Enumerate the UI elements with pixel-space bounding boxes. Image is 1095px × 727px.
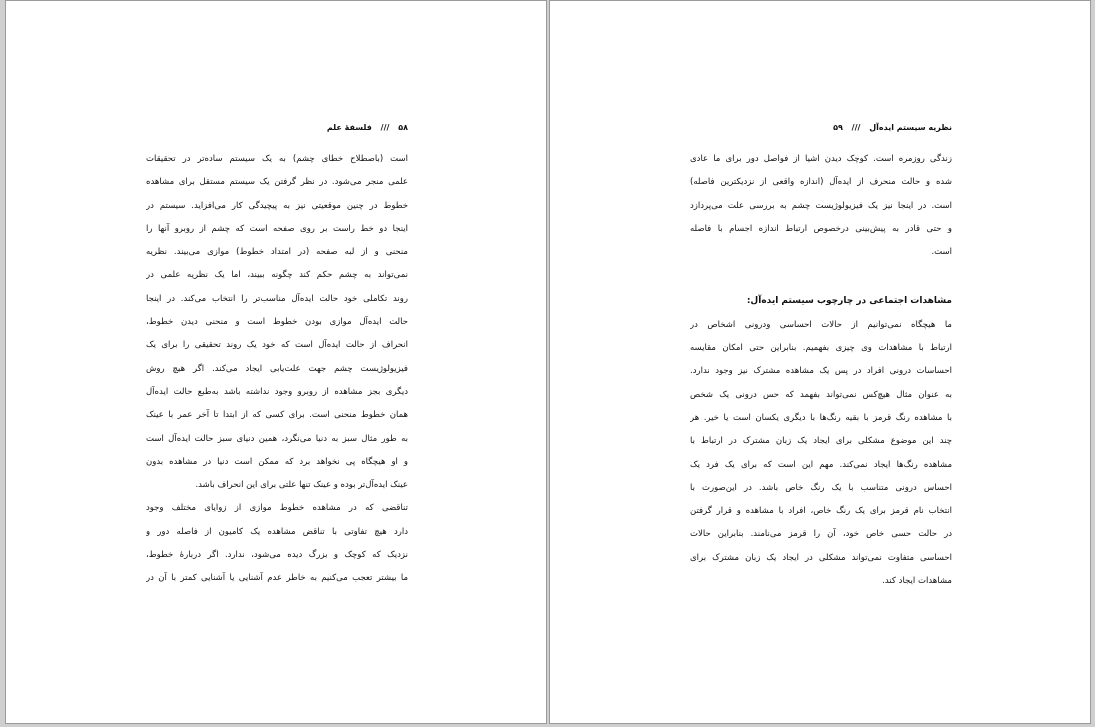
text-line: ارتباط با مشاهدات وی چیزی بفهمیم. بنابراین حتی امکان مقایسه — [690, 343, 952, 354]
text-line: به عنوان مثال هیچ‌کس نمی‌تواند بفهمد که حس درونی یک شخص — [690, 389, 952, 400]
text-line: فیزیولوژیست چشم جهت علت‌یابی ایجاد می‌کند. اگر هیچ روش — [146, 363, 408, 374]
left-page-number: ۵۸ — [398, 123, 408, 132]
text-line: چند این موضوع مشکلی برای ایجاد یک زبان مشترک در ارتباط با — [690, 436, 952, 447]
text-line: نزدیک که کوچک و بزرگ دیده می‌شود، ندارد. اگر دربارهٔ خطوط، — [146, 550, 408, 561]
text-line: منحنی و از لبه صفحه (در امتداد خطوط) موازی می‌بیند. نظریه — [146, 247, 408, 258]
text-line: علمی منجر می‌شود. در نظر گرفتن یک سیستم مستقل برای مشاهده — [146, 177, 408, 188]
text-line: و حتی قادر به پیش‌بینی درخصوص ارتباط اندازه اجسام با فاصله — [690, 223, 952, 234]
text-line: تناقضی که در مشاهده خطوط موازی از زوایای مختلف وجود — [146, 503, 408, 514]
text-line: ما هیچگاه نمی‌توانیم از حالات احساسی ودرونی اشخاص در — [690, 319, 952, 330]
text-line: احساسی متفاوت نمی‌تواند مشکلی در ایجاد یک زبان مشترک برای — [690, 552, 952, 563]
text-line: است (باصطلاح خطای چشم) به یک سیستم ساده‌تر در تحقیقات — [146, 154, 408, 164]
text-line: مشاهدات ایجاد کند. — [882, 576, 952, 587]
text-line: خطوط در چنین موقعیتی نیز به پیچیدگی کار می‌افزاید. سیستم در — [146, 200, 408, 211]
text-line: نمی‌تواند به چشم حکم کند چگونه ببیند، اما یک نظریه علمی در — [146, 270, 408, 281]
right-page — [549, 0, 1091, 724]
text-line: شده و حالت منحرف از ایده‌آل (اندازه واقعی از نزدیکترین فاصله) — [690, 177, 952, 188]
text-line: روند تکاملی خود حالت ایده‌آل مناسب‌تر را انتخاب می‌کند. در اینجا — [146, 293, 408, 304]
text-line: احساس درونی متناسب با یک رنگ خاص باشد. در این‌صورت با — [690, 482, 952, 493]
text-line: با مشاهده رنگ قرمز با بقیه رنگ‌ها با دیگری یکسان است یا خیر. هر — [690, 412, 952, 423]
left-running-title: فلسفهٔ علم — [326, 123, 372, 132]
text-line: احساسات درونی افراد در پس یک مشاهده مشترک نیز وجود ندارد. — [690, 366, 952, 377]
text-line: ما بیشتر تعجب می‌کنیم به خاطر عدم آشنایی یا آشنایی کمتر با آن در — [146, 573, 408, 584]
text-line: مشاهده رنگ‌ها ایجاد نمی‌کند. مهم این است که برای یک فرد یک — [690, 459, 952, 470]
text-line: است. — [931, 247, 952, 258]
text-line: به طور مثال سبز به دنیا می‌نگرد، همین دنیای سبز حالت ایده‌آل است — [146, 433, 408, 444]
left-page-header — [146, 123, 408, 139]
text-line: همان خطوط منحنی است. برای کسی که از ابتدا تا آخر عمر با عینک — [146, 410, 408, 421]
text-line: در حالت حسی خاص خود، آن را قرمز می‌نامند. بنابراین حالات — [690, 529, 952, 540]
right-page-number: ۵۹ — [833, 123, 843, 132]
left-page-body — [146, 148, 408, 591]
text-line: دیگری بجز مشاهده از روبرو وجود نداشته باشد به‌طبع حالت ایده‌آل — [146, 386, 408, 397]
text-line: اینجا دو خط راست بر روی صفحه است که چشم از روبرو آنها را — [146, 223, 408, 234]
left-page — [5, 0, 547, 724]
text-line: و او هیچگاه پی نخواهد برد که ممکن است دنیا در مشاهده بدون — [146, 456, 408, 467]
text-line: دارد هیچ تفاوتی با تناقض مشاهده یک کامیون از فاصله دور و — [146, 526, 408, 537]
text-line: حالت ایده‌آل موازی بودن خطوط است و منحنی دیدن خطوط، — [146, 317, 408, 328]
text-line: عینک ایده‌آل‌تر بوده و عینک تنها علتی برای این انحراف باشد. — [195, 480, 408, 491]
left-header-separator: /// — [380, 123, 390, 132]
right-running-title: نظریه سیستم ایده‌آل — [869, 123, 952, 132]
text-line: انتخاب نام قرمز برای یک رنگ خاص، افراد با مشاهده و قرار گرفتن — [690, 506, 952, 517]
paragraph-gap — [690, 264, 952, 290]
section-heading: مشاهدات اجتماعی در چارچوب سیستم ایده‌آل: — [746, 296, 952, 307]
text-line: انحراف از حالت ایده‌آل است که خود یک روند تحقیقی را برای یک — [146, 340, 408, 351]
text-line: است. در اینجا نیز یک فیزیولوژیست چشم به بررسی علت می‌پردازد — [690, 200, 952, 211]
text-line: زندگی روزمره است. کوچک دیدن اشیا از فواصل دور برای ما عادی — [690, 154, 952, 164]
right-page-body — [690, 148, 952, 593]
right-header-separator: /// — [851, 123, 861, 132]
right-page-header — [690, 123, 952, 139]
